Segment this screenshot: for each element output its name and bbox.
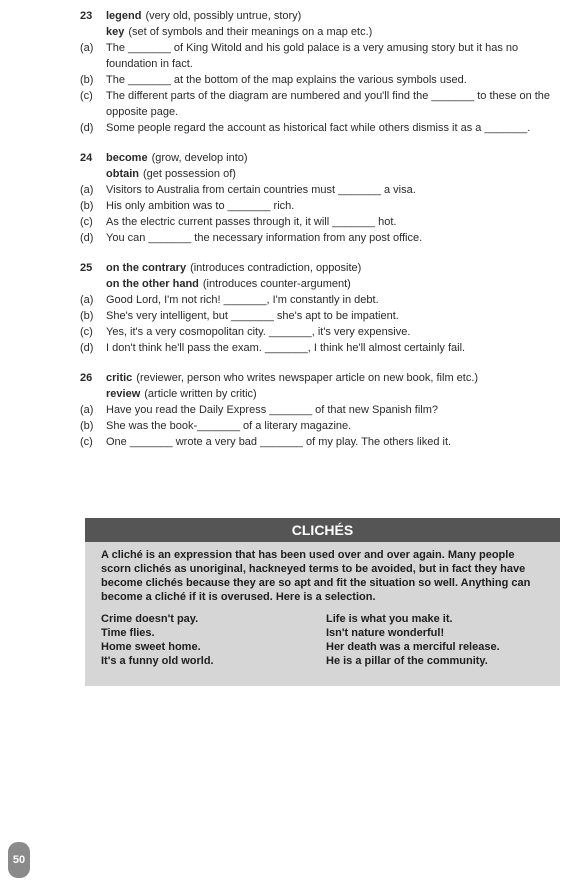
entry-term: become [106, 152, 148, 164]
entry-heading [80, 260, 560, 276]
item-text: Have you read the Daily Express _______ of that new Spanish film? [106, 404, 439, 416]
cliches-intro: A cliché is an expression that has been used over and over again. Many people scorn clichés as unoriginal, hackneyed terms to be avoided, but in fact they have become clichés because they are so apt and fit the situation so well. Anything can become a cliché if it is overused. Here is a selection. [101, 549, 531, 603]
exercise-item [80, 88, 560, 120]
item-label: (a) [80, 42, 94, 54]
entry-gloss: (grow, develop into) [151, 152, 248, 164]
item-text: The _______ of King Witold and his gold palace is a very amusing story but it has no foundation in fact. [106, 42, 519, 70]
exercise-item [80, 292, 560, 308]
cliche-item: Life is what you make it. [326, 613, 453, 625]
item-label: (b) [80, 310, 94, 322]
item-text: Yes, it's a very cosmopolitan city. _______, it's very expensive. [106, 326, 411, 338]
entry-gloss: (set of symbols and their meanings on a map etc.) [128, 26, 373, 38]
cliche-item: It's a funny old world. [101, 655, 214, 667]
item-label: (c) [80, 326, 93, 338]
entry-term: obtain [106, 168, 139, 180]
cliche-item: Her death was a merciful release. [326, 641, 500, 653]
item-text: Good Lord, I'm not rich! _______, I'm constantly in debt. [106, 294, 379, 306]
entry-gloss: (article written by critic) [144, 388, 257, 400]
exercise-item [80, 402, 560, 418]
entry-term: on the other hand [106, 278, 199, 290]
exercise-item [80, 214, 560, 230]
exercise-item [80, 72, 560, 88]
item-text: She was the book-_______ of a literary magazine. [106, 420, 352, 432]
exercise-item [80, 182, 560, 198]
exercise-item [80, 120, 560, 136]
entry-number: 24 [80, 152, 93, 164]
entry-term: critic [106, 372, 133, 384]
item-text: I don't think he'll pass the exam. _______, I think he'll almost certainly fail. [106, 342, 466, 354]
entry-heading-secondary [80, 386, 560, 402]
entry-term: key [106, 26, 125, 38]
entry-term: on the contrary [106, 262, 187, 274]
item-label: (a) [80, 294, 94, 306]
entry-term: legend [106, 10, 142, 22]
entry-term: review [106, 388, 141, 400]
exercise-item [80, 434, 560, 450]
entry-heading [80, 370, 560, 386]
entry-gloss: (introduces counter-argument) [202, 278, 351, 290]
cliche-item: He is a pillar of the community. [326, 655, 488, 667]
cliche-item: Home sweet home. [101, 641, 201, 653]
entry-gloss: (get possession of) [143, 168, 236, 180]
entry-number: 23 [80, 10, 93, 22]
exercise-item [80, 40, 560, 72]
item-label: (b) [80, 200, 94, 212]
item-text: The _______ at the bottom of the map explains the various symbols used. [106, 74, 467, 86]
cliches-title: CLICHÉS [85, 518, 560, 542]
exercise-list [80, 8, 560, 464]
entry-heading-secondary [80, 166, 560, 182]
cliche-item: Isn't nature wonderful! [326, 627, 445, 639]
entry-heading-secondary [80, 276, 560, 292]
entry-number: 25 [80, 262, 93, 274]
page-number: 50 [8, 842, 30, 878]
item-label: (c) [80, 90, 93, 102]
exercise-item [80, 340, 560, 356]
entry-number: 26 [80, 372, 93, 384]
item-label: (c) [80, 436, 93, 448]
exercise-item [80, 418, 560, 434]
entry-heading-secondary [80, 24, 560, 40]
item-text: Visitors to Australia from certain countries must _______ a visa. [106, 184, 416, 196]
item-text: She's very intelligent, but _______ she's apt to be impatient. [106, 310, 399, 322]
exercise-entry [80, 150, 560, 246]
entry-heading [80, 8, 560, 24]
item-label: (d) [80, 342, 94, 354]
item-text: As the electric current passes through it, it will _______ hot. [106, 216, 397, 228]
entry-gloss: (introduces contradiction, opposite) [190, 262, 362, 274]
entry-heading [80, 150, 560, 166]
item-label: (c) [80, 216, 93, 228]
item-text: One _______ wrote a very bad _______ of my play. The others liked it. [106, 436, 452, 448]
exercise-entry [80, 370, 560, 450]
cliche-item: Time flies. [101, 627, 155, 639]
exercise-item [80, 198, 560, 214]
item-label: (a) [80, 404, 94, 416]
item-label: (a) [80, 184, 94, 196]
exercise-entry [80, 260, 560, 356]
cliche-item: Crime doesn't pay. [101, 613, 199, 625]
item-label: (b) [80, 74, 94, 86]
item-text: His only ambition was to _______ rich. [106, 200, 295, 212]
exercise-item [80, 308, 560, 324]
exercise-entry [80, 8, 560, 136]
item-label: (b) [80, 420, 94, 432]
item-label: (d) [80, 232, 94, 244]
item-text: Some people regard the account as historical fact while others dismiss it as a _______. [106, 122, 531, 134]
item-label: (d) [80, 122, 94, 134]
exercise-item [80, 324, 560, 340]
entry-gloss: (very old, possibly untrue, story) [145, 10, 302, 22]
cliches-box [85, 518, 560, 686]
exercise-item [80, 230, 560, 246]
item-text: The different parts of the diagram are numbered and you'll find the _______ to these on the opposite page. [106, 90, 551, 118]
item-text: You can _______ the necessary information from any post office. [106, 232, 423, 244]
entry-gloss: (reviewer, person who writes newspaper article on new book, film etc.) [136, 372, 479, 384]
cliches-list [85, 608, 560, 668]
